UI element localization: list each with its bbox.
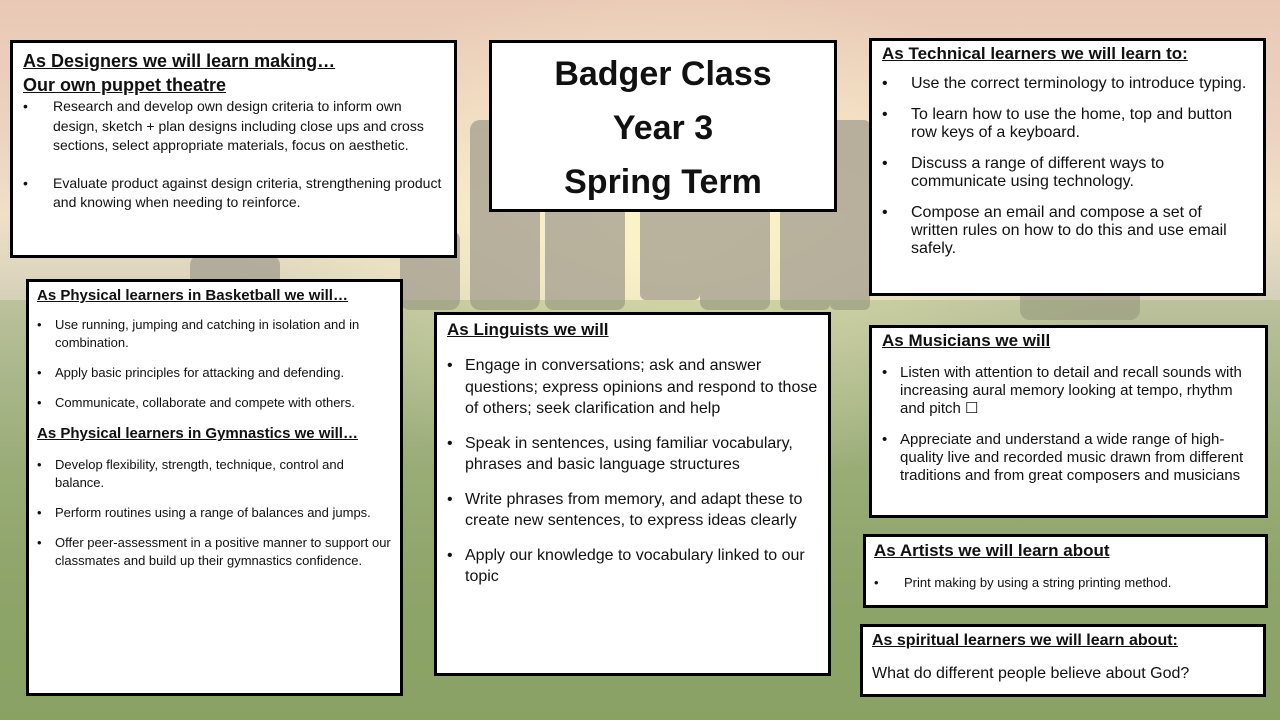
designers-list (23, 97, 444, 213)
year-label: Year 3 (612, 109, 714, 147)
bullet-icon: • (882, 431, 888, 448)
list-item: • Research and develop own design criteria to inform own design, sketch + plan designs including close ups and cross sections, select appropriate materials, focus on aesthetic. (23, 98, 424, 153)
linguists-panel (434, 312, 831, 676)
term-label: Spring Term (564, 163, 762, 201)
list-item: • Offer peer-assessment in a positive manner to support our classmates and build up their gymnastics confidence. (37, 535, 391, 568)
spiritual-text: What do different people believe about God? (872, 665, 1190, 682)
designers-panel (10, 40, 457, 258)
list-item: • Print making by using a string printing method. (874, 575, 1172, 590)
bullet-icon: • (37, 457, 42, 472)
list-item: • Evaluate product against design criteria, strengthening product and knowing when needing to reinforce. (23, 174, 442, 210)
list-item: • To learn how to use the home, top and button row keys of a keyboard. (882, 106, 1233, 141)
page-title: Badger Class (554, 55, 772, 93)
list-item: • Perform routines using a range of balances and jumps. (37, 505, 371, 520)
linguists-heading: As Linguists we will (447, 320, 609, 339)
linguists-list (447, 355, 818, 588)
title-panel (489, 40, 837, 212)
bullet-icon: • (882, 106, 888, 123)
musicians-panel (869, 325, 1268, 518)
physical-panel (26, 279, 403, 696)
list-item: • Write phrases from memory, and adapt these to create new sentences, to express ideas clearly (447, 490, 803, 529)
bullet-icon: • (447, 546, 453, 564)
bullet-icon: • (37, 395, 42, 410)
list-item: • Compose an email and compose a set of written rules on how to do this and use email safely. (882, 204, 1227, 257)
bullet-icon: • (874, 575, 879, 590)
bullet-icon: • (882, 364, 888, 381)
bullet-icon: • (447, 357, 453, 374)
list-item: • Listen with attention to detail and recall sounds with increasing aural memory looking at tempo, rhythm and pitch ☐ (882, 364, 1242, 417)
bullet-icon: • (23, 98, 28, 114)
artists-list (874, 574, 1257, 592)
list-item: • Use the correct terminology to introduce typing. (882, 75, 1247, 92)
bullet-icon: • (447, 490, 453, 508)
list-item: • Apply basic principles for attacking and defending. (37, 365, 345, 380)
bullet-icon: • (447, 434, 453, 452)
list-item: • Engage in conversations; ask and answer questions; express opinions and respond to those of others; seek clarification and help (447, 357, 818, 417)
bullet-icon: • (23, 174, 28, 191)
list-item: • Speak in sentences, using familiar vocabulary, phrases and basic language structures (447, 434, 793, 473)
basketball-list (37, 316, 392, 412)
bullet-icon: • (882, 155, 888, 172)
musicians-heading: As Musicians we will (882, 331, 1051, 350)
bullet-icon: • (882, 75, 888, 92)
bullet-icon: • (37, 505, 42, 520)
bullet-icon: • (882, 204, 888, 221)
bullet-icon: • (37, 535, 42, 550)
bullet-icon: • (37, 365, 42, 380)
designers-heading: As Designers we will learn making… (23, 51, 336, 71)
technical-heading: As Technical learners we will learn to: (882, 44, 1188, 63)
gymnastics-heading: As Physical learners in Gymnastics we will… (37, 425, 358, 442)
technical-panel (869, 38, 1266, 296)
list-item: • Use running, jumping and catching in isolation and in combination. (37, 317, 360, 350)
artists-heading: As Artists we will learn about (874, 541, 1110, 560)
basketball-heading: As Physical learners in Basketball we will… (37, 287, 348, 304)
bullet-icon: • (37, 317, 42, 332)
gymnastics-list (37, 456, 392, 570)
list-item: • Apply our knowledge to vocabulary linked to our topic (447, 546, 805, 585)
list-item: • Develop flexibility, strength, technique, control and balance. (37, 457, 344, 490)
list-item: • Appreciate and understand a wide range of high-quality live and recorded music drawn from different traditions and from great composers and musicians (882, 431, 1244, 484)
designers-subheading: Our own puppet theatre (23, 75, 227, 95)
spiritual-heading: As spiritual learners we will learn about: (872, 632, 1178, 649)
artists-panel (863, 534, 1268, 608)
list-item: • Discuss a range of different ways to communicate using technology. (882, 155, 1165, 190)
spiritual-panel (860, 624, 1266, 697)
list-item: • Communicate, collaborate and compete with others. (37, 395, 355, 410)
technical-list (882, 75, 1253, 258)
musicians-list (882, 364, 1255, 485)
